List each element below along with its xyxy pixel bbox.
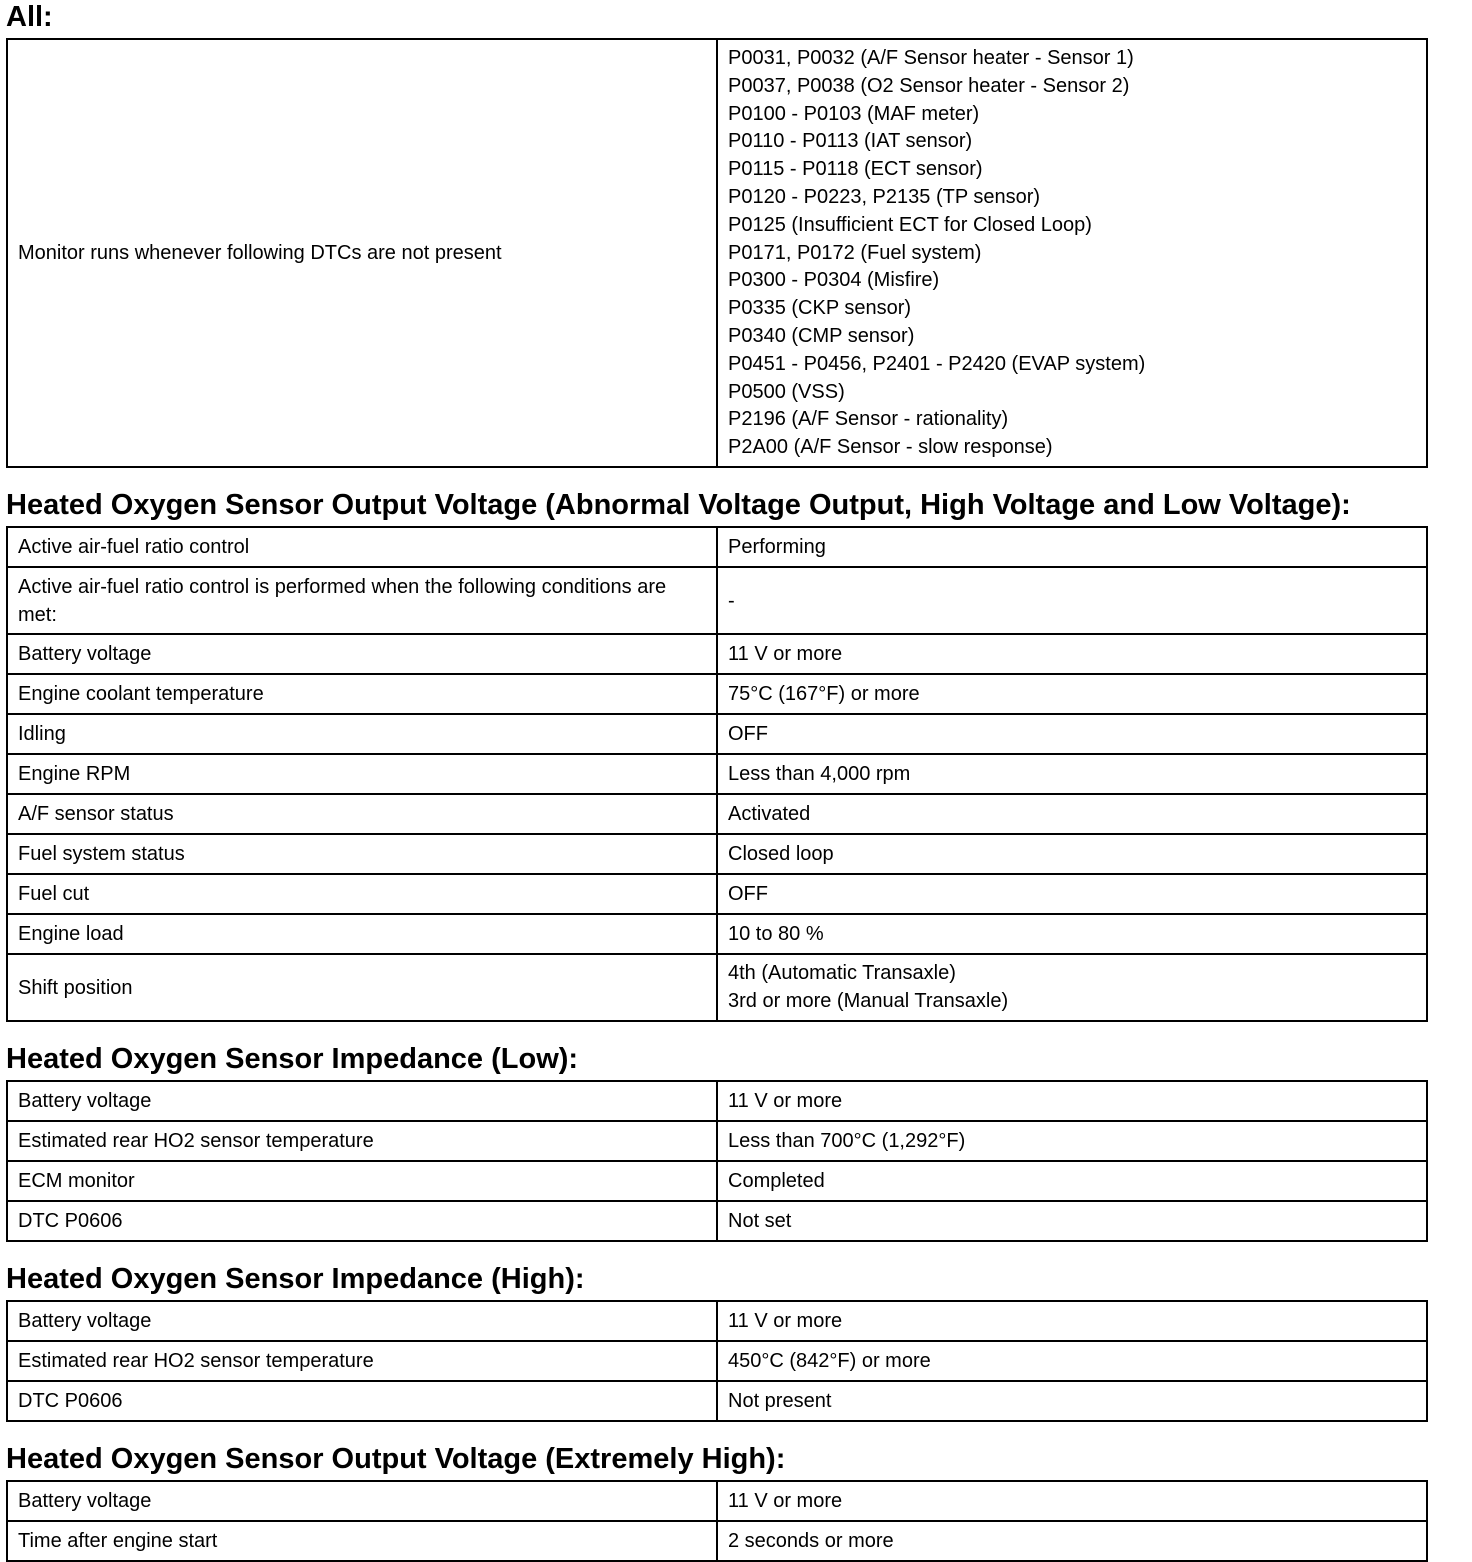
value-cell: Less than 700°C (1,292°F) [717, 1121, 1427, 1161]
value-cell: 11 V or more [717, 634, 1427, 674]
table-extremely-high [6, 1480, 1428, 1562]
table-row [7, 1201, 1427, 1241]
table-row [7, 834, 1427, 874]
table-row [7, 527, 1427, 567]
dtc-item: P2196 (A/F Sensor - rationality) [728, 408, 1009, 431]
condition-cell: DTC P0606 [7, 1381, 717, 1421]
condition-cell: ECM monitor [7, 1161, 717, 1201]
condition-cell: Fuel system status [7, 834, 717, 874]
condition-cell: Estimated rear HO2 sensor temperature [7, 1121, 717, 1161]
value-line: 4th (Automatic Transaxle) [728, 961, 956, 984]
dtc-item: P0115 - P0118 (ECT sensor) [728, 158, 983, 181]
value-cell: 450°C (842°F) or more [717, 1341, 1427, 1381]
table-row [7, 914, 1427, 954]
value-cell: 11 V or more [717, 1481, 1427, 1521]
dtc-item: P2A00 (A/F Sensor - slow response) [728, 436, 1053, 459]
table-row [7, 1341, 1427, 1381]
table-row [7, 1481, 1427, 1521]
condition-cell: Time after engine start [7, 1521, 717, 1561]
dtc-item: P0451 - P0456, P2401 - P2420 (EVAP system) [728, 352, 1146, 375]
condition-cell: Engine coolant temperature [7, 674, 717, 714]
table-row [7, 39, 1427, 467]
table-all [6, 38, 1428, 468]
table-row [7, 567, 1427, 634]
condition-cell: Battery voltage [7, 1301, 717, 1341]
dtc-item: P0500 (VSS) [728, 380, 845, 403]
dtc-item: P0125 (Insufficient ECT for Closed Loop) [728, 213, 1092, 236]
value-cell: Completed [717, 1161, 1427, 1201]
value-cell: - [717, 567, 1427, 634]
table-row [7, 714, 1427, 754]
condition-cell: Engine load [7, 914, 717, 954]
condition-cell: Active air-fuel ratio control is performed when the following conditions are met: [7, 567, 717, 634]
condition-cell: Idling [7, 714, 717, 754]
value-cell: Not present [717, 1381, 1427, 1421]
condition-cell: Battery voltage [7, 1481, 717, 1521]
dtc-item: P0171, P0172 (Fuel system) [728, 241, 982, 264]
value-cell [717, 954, 1427, 1021]
dtc-item: P0335 (CKP sensor) [728, 297, 912, 320]
value-cell: Performing [717, 527, 1427, 567]
table-row [7, 674, 1427, 714]
value-cell: Less than 4,000 rpm [717, 754, 1427, 794]
section-title-all: All: [6, 1, 53, 33]
table-row [7, 1081, 1427, 1121]
table-row [7, 634, 1427, 674]
document-page [6, 0, 1424, 1562]
dtc-item: P0110 - P0113 (IAT sensor) [728, 130, 973, 153]
value-cell: Closed loop [717, 834, 1427, 874]
condition-cell: Fuel cut [7, 874, 717, 914]
value-cell: Activated [717, 794, 1427, 834]
condition-cell: Monitor runs whenever following DTCs are not present [7, 39, 717, 467]
value-cell: OFF [717, 714, 1427, 754]
table-row [7, 794, 1427, 834]
table-row [7, 874, 1427, 914]
value-cell: 10 to 80 % [717, 914, 1427, 954]
dtc-item: P0100 - P0103 (MAF meter) [728, 102, 980, 125]
condition-cell: Battery voltage [7, 634, 717, 674]
table-row [7, 1161, 1427, 1201]
table-impedance-high [6, 1300, 1428, 1422]
dtc-item: P0120 - P0223, P2135 (TP sensor) [728, 185, 1041, 208]
value-cell: 2 seconds or more [717, 1521, 1427, 1561]
table-row [7, 754, 1427, 794]
condition-cell: Battery voltage [7, 1081, 717, 1121]
section-title-impedance-low: Heated Oxygen Sensor Impedance (Low): [6, 1042, 579, 1075]
table-output-voltage [6, 526, 1428, 1022]
section-title-output-voltage: Heated Oxygen Sensor Output Voltage (Abnormal Voltage Output, High Voltage and Low Voltage): [6, 488, 1351, 521]
value-cell: 11 V or more [717, 1301, 1427, 1341]
condition-cell: Active air-fuel ratio control [7, 527, 717, 567]
table-row [7, 1521, 1427, 1561]
value-cell: Not set [717, 1201, 1427, 1241]
value-cell: 11 V or more [717, 1081, 1427, 1121]
table-row [7, 1301, 1427, 1341]
section-title-impedance-high: Heated Oxygen Sensor Impedance (High): [6, 1262, 585, 1295]
table-row [7, 954, 1427, 1021]
condition-cell: Engine RPM [7, 754, 717, 794]
table-impedance-low [6, 1080, 1428, 1242]
condition-cell: Shift position [7, 954, 717, 1021]
value-cell: 75°C (167°F) or more [717, 674, 1427, 714]
table-row [7, 1381, 1427, 1421]
dtc-item: P0300 - P0304 (Misfire) [728, 269, 940, 292]
dtc-item: P0031, P0032 (A/F Sensor heater - Sensor 1) [728, 47, 1134, 69]
value-cell: OFF [717, 874, 1427, 914]
condition-cell: A/F sensor status [7, 794, 717, 834]
condition-cell: Estimated rear HO2 sensor temperature [7, 1341, 717, 1381]
condition-cell: DTC P0606 [7, 1201, 717, 1241]
value-line: 3rd or more (Manual Transaxle) [728, 989, 1009, 1012]
section-title-extremely-high: Heated Oxygen Sensor Output Voltage (Extremely High): [6, 1442, 786, 1475]
dtc-item: P0340 (CMP sensor) [728, 324, 915, 347]
table-row [7, 1121, 1427, 1161]
dtc-item: P0037, P0038 (O2 Sensor heater - Sensor 2) [728, 74, 1130, 97]
dtc-list-cell [717, 39, 1427, 467]
